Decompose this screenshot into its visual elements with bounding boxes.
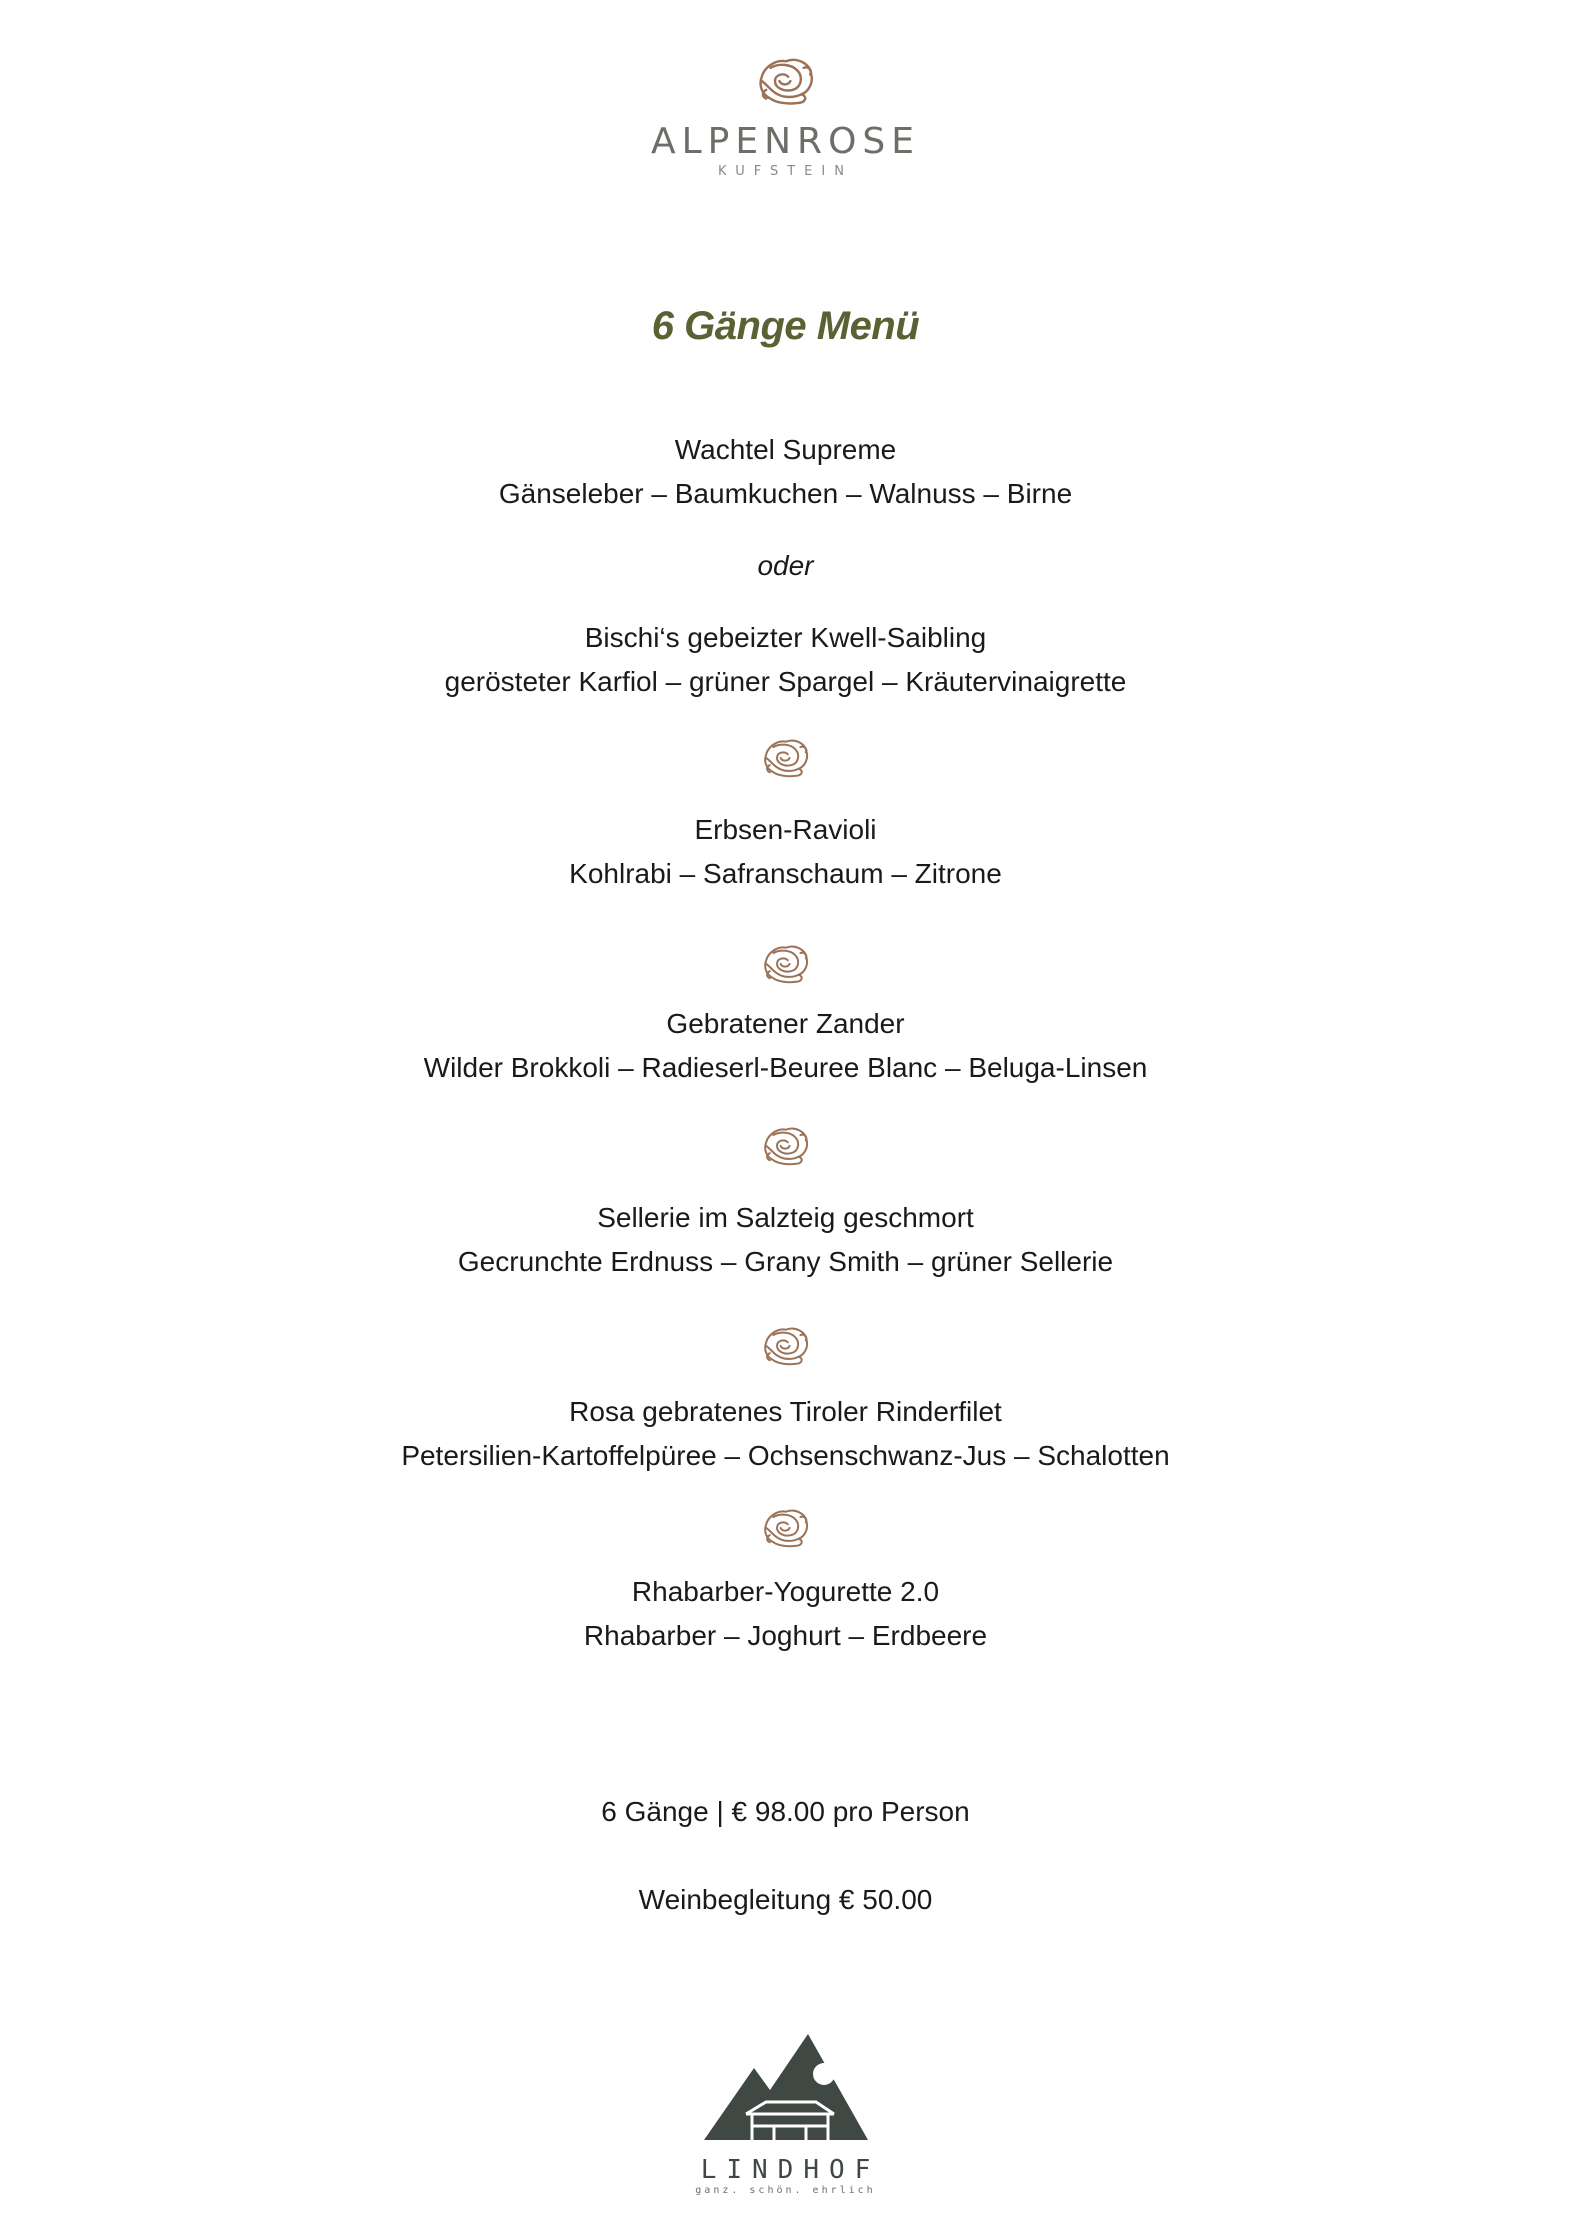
course-6 bbox=[0, 1390, 1571, 1478]
course-name: Rhabarber-Yogurette 2.0 bbox=[631, 1576, 940, 1607]
course-1 bbox=[0, 428, 1571, 516]
rose-separator bbox=[0, 1504, 1571, 1555]
rose-separator bbox=[0, 1122, 1571, 1173]
footer-tagline: ganz. schön. ehrlich bbox=[695, 2185, 876, 2196]
course-2 bbox=[0, 616, 1571, 704]
rose-separator bbox=[0, 734, 1571, 785]
course-name: Wachtel Supreme bbox=[674, 434, 897, 465]
wine-line: Weinbegleitung € 50.00 bbox=[638, 1884, 933, 1915]
rose-icon bbox=[759, 734, 813, 780]
rose-separator bbox=[0, 1322, 1571, 1373]
rose-icon bbox=[759, 1122, 813, 1168]
course-description: gerösteter Karfiol – grüner Spargel – Kräutervinaigrette bbox=[444, 666, 1127, 697]
course-name: Sellerie im Salzteig geschmort bbox=[597, 1202, 974, 1233]
rose-separator bbox=[0, 940, 1571, 991]
course-connector bbox=[0, 544, 1571, 588]
rose-icon bbox=[759, 940, 813, 986]
course-name: Gebratener Zander bbox=[666, 1008, 905, 1039]
course-description: Petersilien-Kartoffelpüree – Ochsenschwanz-Jus – Schalotten bbox=[401, 1440, 1170, 1471]
brand-name: ALPENROSE bbox=[650, 121, 920, 162]
course-7 bbox=[0, 1570, 1571, 1658]
menu-title: 6 Gänge Menü bbox=[651, 304, 920, 348]
price-line: 6 Gänge | € 98.00 pro Person bbox=[601, 1796, 970, 1827]
course-name: Rosa gebratenes Tiroler Rinderfilet bbox=[569, 1396, 1002, 1427]
course-name: Erbsen-Ravioli bbox=[694, 814, 877, 845]
course-description: Gecrunchte Erdnuss – Grany Smith – grüner Sellerie bbox=[457, 1246, 1114, 1277]
course-5 bbox=[0, 1196, 1571, 1284]
rose-icon bbox=[759, 1322, 813, 1368]
mountain-house-icon bbox=[696, 2028, 876, 2146]
header-logo bbox=[0, 52, 1571, 179]
course-name: Bischi‘s gebeizter Kwell-Saibling bbox=[584, 622, 987, 653]
rose-icon bbox=[753, 52, 819, 108]
footer-brand-name: LINDHOF bbox=[700, 2155, 881, 2185]
course-description: Wilder Brokkoli – Radieserl-Beuree Blanc – Beluga-Linsen bbox=[423, 1052, 1148, 1083]
course-4 bbox=[0, 1002, 1571, 1090]
footer-logo bbox=[0, 2028, 1571, 2196]
brand-location: KUFSTEIN bbox=[718, 164, 853, 179]
connector-text: oder bbox=[757, 550, 814, 581]
course-description: Gänseleber – Baumkuchen – Walnuss – Birne bbox=[498, 478, 1073, 509]
course-description: Kohlrabi – Safranschaum – Zitrone bbox=[569, 858, 1002, 889]
course-3 bbox=[0, 808, 1571, 896]
rose-icon bbox=[759, 1504, 813, 1550]
course-description: Rhabarber – Joghurt – Erdbeere bbox=[583, 1620, 988, 1651]
